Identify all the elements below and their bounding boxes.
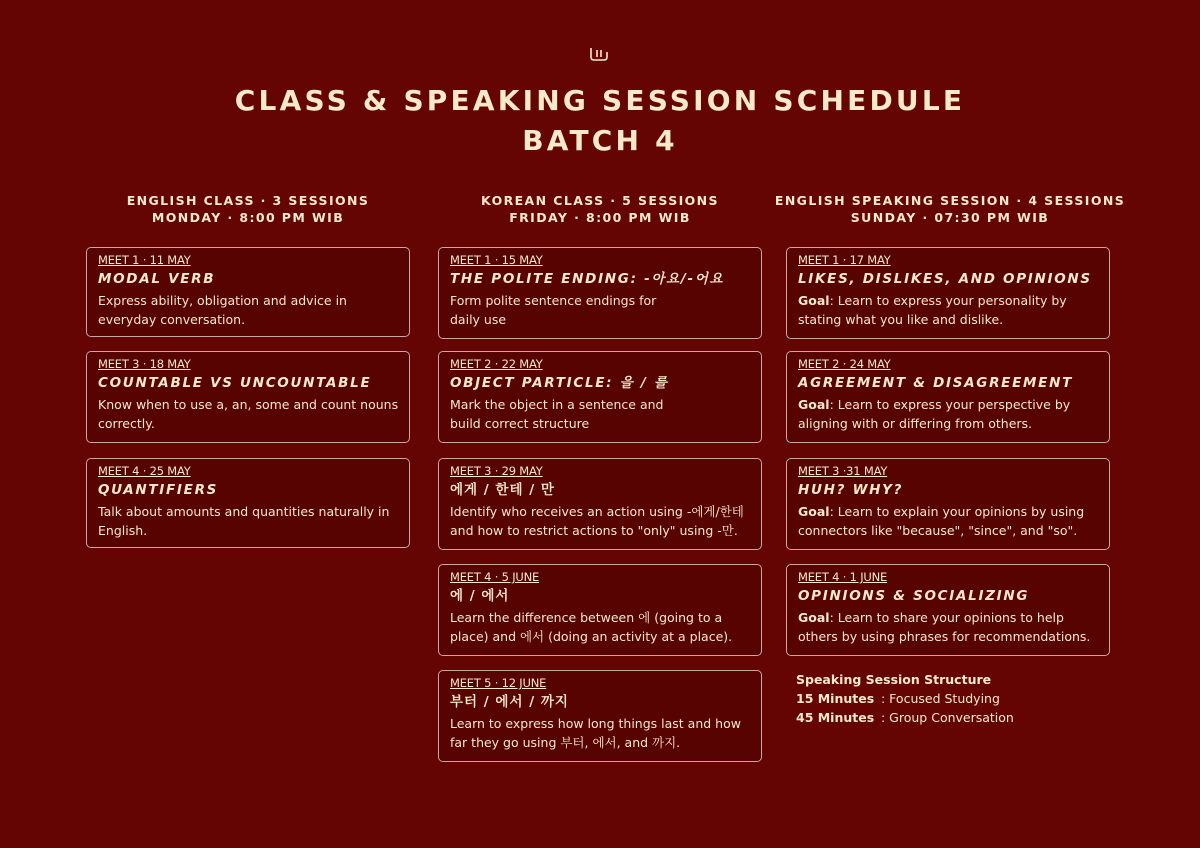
column-heading-line2: SUNDAY · 07:30 PM WIB: [850, 210, 1050, 225]
meet-date: MEET 5 · 12 JUNE: [450, 676, 547, 690]
structure-activity: : Group Conversation: [881, 710, 1014, 725]
session-card: [86, 247, 410, 337]
session-card: [438, 247, 762, 339]
structure-activity: : Focused Studying: [881, 691, 1000, 706]
meet-date: MEET 3 · 18 MAY: [98, 357, 191, 371]
session-title: 에 / 에서: [450, 588, 510, 604]
session-description: Talk about amounts and quantities naturally in English.: [98, 504, 390, 538]
session-description: Identify who receives an action using -에게/한테 and how to restrict actions to "only" using -만.: [450, 504, 744, 538]
meet-date: MEET 4 · 1 JUNE: [798, 570, 888, 584]
session-description: Form polite sentence endings for daily use: [450, 293, 657, 327]
speaking-session-heading: [770, 192, 1130, 226]
structure-row: [796, 708, 1014, 727]
session-card: [86, 351, 410, 443]
session-title: QUANTIFIERS: [98, 482, 219, 498]
korean-class-heading: [420, 192, 780, 226]
column-heading-line1: ENGLISH SPEAKING SESSION · 4 SESSIONS: [774, 193, 1126, 208]
meet-date: MEET 4 · 5 JUNE: [450, 570, 540, 584]
session-description: [798, 291, 1099, 329]
meet-date: MEET 1 · 17 MAY: [798, 253, 891, 267]
english-class-heading: [68, 192, 428, 226]
session-title: LIKES, DISLIKES, AND OPINIONS: [798, 271, 1092, 287]
goal-label: Goal: [798, 293, 830, 308]
goal-label: Goal: [798, 397, 830, 412]
meet-date: MEET 2 · 22 MAY: [450, 357, 543, 371]
goal-text: : Learn to express your personality by stating what you like and dislike.: [798, 293, 1067, 327]
session-card: [438, 564, 762, 656]
session-card: [786, 564, 1110, 656]
session-card: [438, 670, 762, 762]
meet-date: MEET 4 · 25 MAY: [98, 464, 191, 478]
meet-date: MEET 3 · 29 MAY: [450, 464, 543, 478]
session-description: Know when to use a, an, some and count nouns correctly.: [98, 397, 399, 431]
structure-duration: 45 Minutes: [796, 710, 875, 725]
page-title: CLASS & SPEAKING SESSION SCHEDULE: [234, 84, 966, 117]
session-card: [786, 351, 1110, 443]
column-heading-line2: MONDAY · 8:00 PM WIB: [151, 210, 345, 225]
goal-label: Goal: [798, 504, 830, 519]
arabic-logo-icon: [588, 44, 610, 64]
meet-date: MEET 2 · 24 MAY: [798, 357, 891, 371]
page-subtitle: BATCH 4: [522, 124, 678, 157]
goal-text: : Learn to explain your opinions by using connectors like "because", "since", and "so".: [798, 504, 1085, 538]
column-heading-line2: FRIDAY · 8:00 PM WIB: [509, 210, 691, 225]
session-description: [798, 395, 1099, 433]
session-description: Express ability, obligation and advice in everyday conversation.: [98, 293, 347, 327]
session-description: [798, 608, 1099, 646]
structure-duration: 15 Minutes: [796, 691, 875, 706]
meet-date: MEET 3 ·31 MAY: [798, 464, 888, 478]
session-card: [438, 351, 762, 443]
session-title: MODAL VERB: [98, 271, 216, 287]
session-title: COUNTABLE VS UNCOUNTABLE: [98, 375, 372, 391]
goal-text: : Learn to share your opinions to help others by using phrases for recommendations.: [798, 610, 1091, 644]
session-title: 에게 / 한테 / 만: [450, 482, 555, 498]
column-heading-line1: KOREAN CLASS · 5 SESSIONS: [481, 193, 719, 208]
structure-heading: Speaking Session Structure: [796, 672, 992, 687]
session-title: THE POLITE ENDING: -아요/-어요: [450, 271, 725, 287]
session-description: [798, 502, 1099, 540]
session-description: Learn to express how long things last and how far they go using 부터, 에서, and 까지.: [450, 716, 741, 750]
session-card: [786, 247, 1110, 339]
column-heading-line1: ENGLISH CLASS · 3 SESSIONS: [126, 193, 370, 208]
meet-date: MEET 1 · 15 MAY: [450, 253, 543, 267]
structure-row: [796, 689, 1014, 708]
session-title: HUH? WHY?: [798, 482, 904, 498]
session-card: [86, 458, 410, 548]
session-title: AGREEMENT & DISAGREEMENT: [798, 375, 1073, 391]
session-description: Mark the object in a sentence and build correct structure: [450, 397, 664, 431]
goal-label: Goal: [798, 610, 830, 625]
session-description: Learn the difference between 에 (going to a place) and 에서 (doing an activity at a place).: [450, 610, 733, 644]
session-card: [438, 458, 762, 550]
session-title: 부터 / 에서 / 까지: [450, 694, 569, 710]
session-title: OPINIONS & SOCIALIZING: [798, 588, 1030, 604]
speaking-structure: [796, 670, 1014, 727]
meet-date: MEET 1 · 11 MAY: [98, 253, 191, 267]
session-card: [786, 458, 1110, 550]
goal-text: : Learn to express your perspective by aligning with or differing from others.: [798, 397, 1071, 431]
session-title: OBJECT PARTICLE: 을 / 를: [450, 375, 669, 391]
